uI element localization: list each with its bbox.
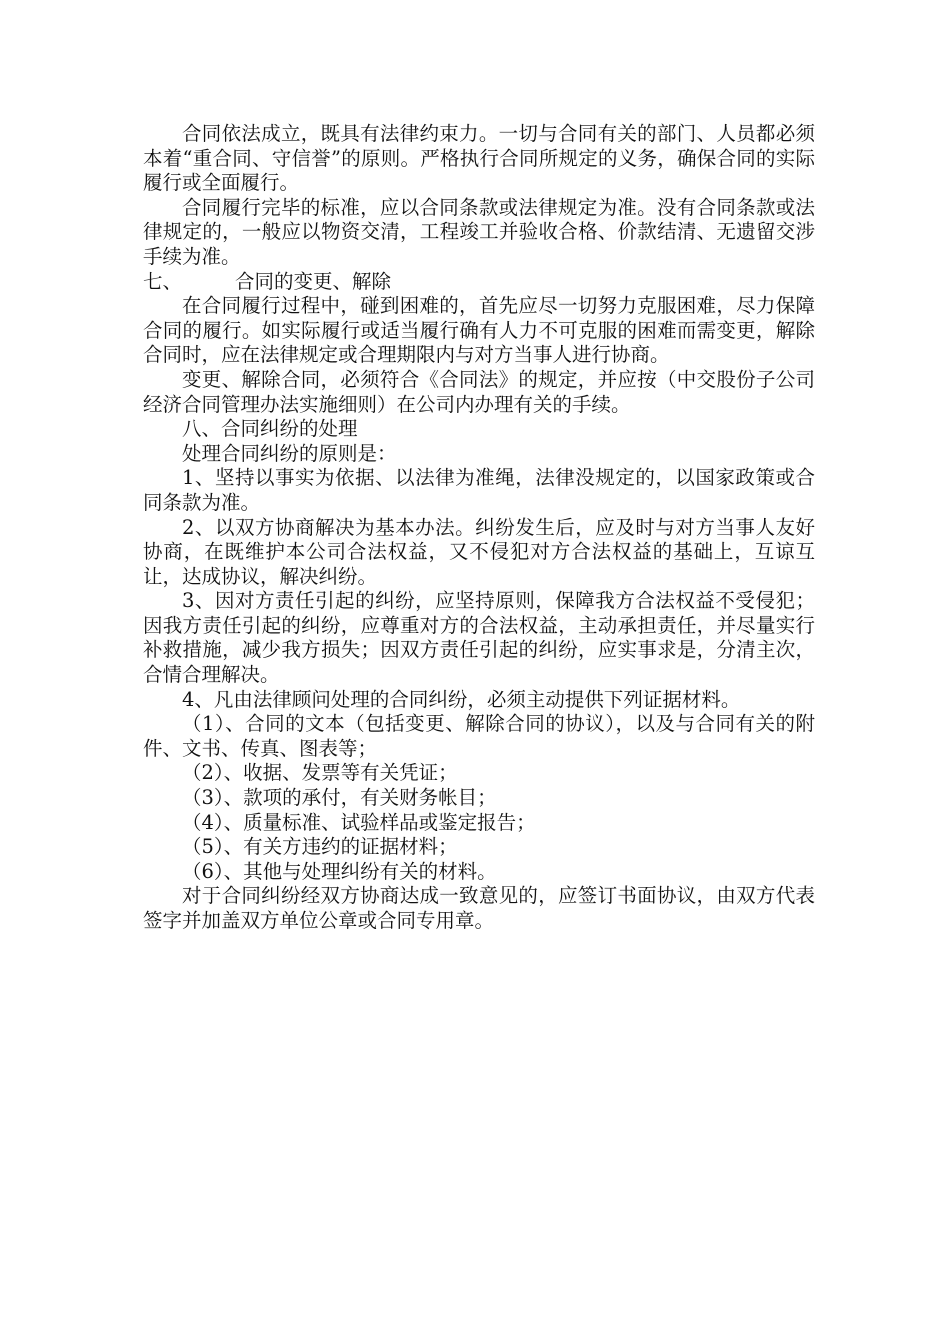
evidence-item: （2）、收据、发票等有关凭证； xyxy=(182,761,458,785)
evidence-item: （3）、款项的承付，有关财务帐目； xyxy=(182,786,497,810)
principle-item: 3、因对方责任引起的纠纷，应坚持原则，保障我方合法权益不受侵犯；因我方责任引起的纠纷，应尊重对方的合法权益，主动承担责任，并尽量实行补救措施，减少我方损失；因双方责任引起的纠纷，应实事求是，分清主次，合情合理解决。 xyxy=(143,589,815,687)
closing-paragraph: 对于合同纠纷经双方协商达成一致意见的，应签订书面协议，由双方代表签字并加盖双方单位公章或合同专用章。 xyxy=(143,884,815,932)
principle-item: 1、坚持以事实为依据、以法律为准绳，法律没规定的，以国家政策或合同条款为准。 xyxy=(143,466,815,514)
paragraph-completion-standard: 合同履行完毕的标准，应以合同条款或法律规定为准。没有合同条款或法律规定的，一般应以物资交清，工程竣工并验收合格、价款结清、无遗留交涉手续为准。 xyxy=(143,195,815,268)
evidence-item: （6）、其他与处理纠纷有关的材料。 xyxy=(182,859,497,883)
paragraph-contract-binding: 合同依法成立，既具有法律约束力。一切与合同有关的部门、人员都必须本着“重合同、守信誉”的原则。严格执行合同所规定的义务，确保合同的实际履行或全面履行。 xyxy=(143,122,815,195)
document-body xyxy=(143,122,815,934)
section-7-title: 合同的变更、解除 xyxy=(235,269,392,293)
evidence-item: （1）、合同的文本（包括变更、解除合同的协议），以及与合同有关的附件、文书、传真、图表等； xyxy=(143,712,815,760)
paragraph-change-procedure: 变更、解除合同，必须符合《合同法》的规定，并应按（中交股份子公司经济合同管理办法实施细则）在公司内办理有关的手续。 xyxy=(143,367,815,416)
section-7-heading xyxy=(143,270,815,295)
section-8-heading: 八、合同纠纷的处理 xyxy=(182,417,358,441)
evidence-item: （4）、质量标准、试验样品或鉴定报告； xyxy=(182,810,536,834)
section-8-intro: 处理合同纠纷的原则是： xyxy=(182,441,397,465)
principle-item: 4、凡由法律顾问处理的合同纠纷，必须主动提供下列证据材料。 xyxy=(182,687,741,711)
paragraph-change-difficulty: 在合同履行过程中，碰到困难的，首先应尽一切努力克服困难，尽力保障合同的履行。如实际履行或适当履行确有人力不可克服的困难而需变更，解除合同时，应在法律规定或合理期限内与对方当事人进行协商。 xyxy=(143,294,815,367)
principle-item: 2、以双方协商解决为基本办法。纠纷发生后，应及时与对方当事人友好协商，在既维护本公司合法权益，又不侵犯对方合法权益的基础上，互谅互让，达成协议，解决纠纷。 xyxy=(143,515,815,588)
section-7-number: 七、 xyxy=(143,269,183,293)
evidence-item: （5）、有关方违约的证据材料； xyxy=(182,835,458,859)
